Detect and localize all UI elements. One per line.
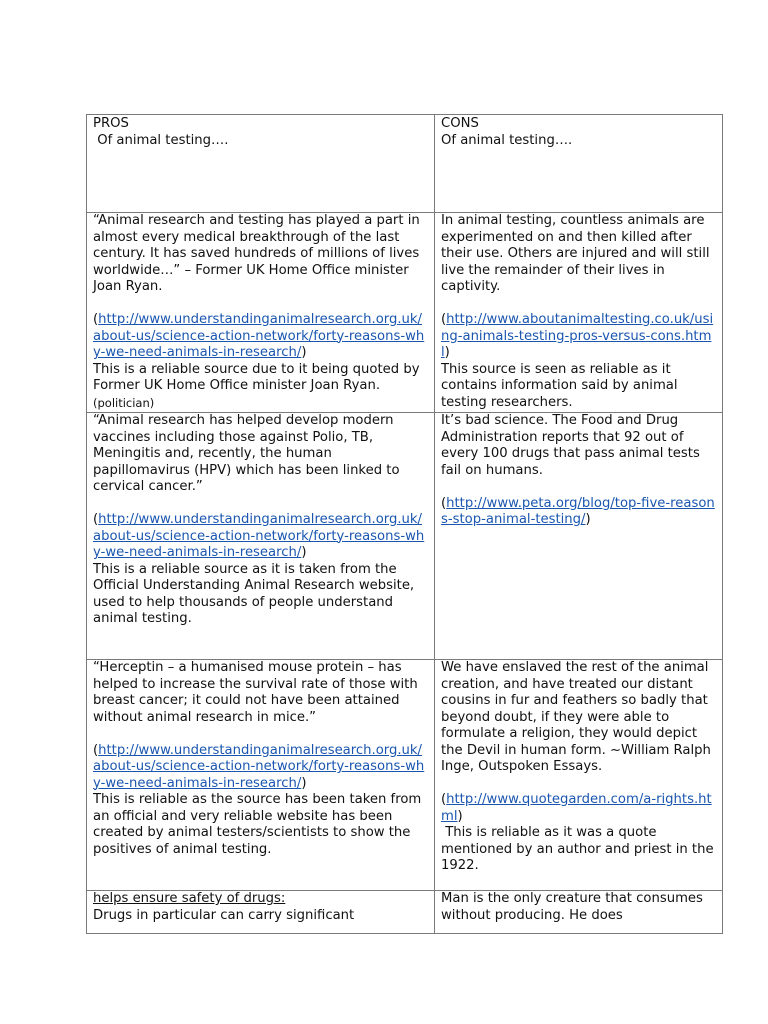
pro-source: (http://www.understandinganimalresearch.org.uk/about-us/science-action-network/forty-reasons-why-we-need-animals-in-research/) — [93, 742, 425, 791]
con-source: (http://www.peta.org/blog/top-five-reasons-stop-animal-testing/) — [441, 495, 715, 527]
con-note: This source is seen as reliable as it contains information said by animal testing researchers. — [441, 361, 678, 410]
pro-quote: “Herceptin – a humanised mouse protein – has helped to increase the survival rate of those with breast cancer; it could not have been attained without animal research in mice.” — [93, 660, 418, 725]
pro-cell — [87, 660, 435, 891]
pro-cell — [87, 891, 435, 934]
pro-cell — [87, 413, 435, 660]
con-source-link[interactable]: http://www.quotegarden.com/a-rights.html — [441, 792, 712, 824]
pros-subtitle: Of animal testing…. — [93, 132, 229, 148]
pro-source: (http://www.understandinganimalresearch.org.uk/about-us/science-action-network/forty-reasons-why-we-need-animals-in-research/) — [93, 312, 425, 360]
pro-quote: “Animal research and testing has played a part in almost every medical breakthrough of the last century. It has saved hundreds of millions of lives worldwide…” – Former UK Home Office minister Joan Ryan. — [93, 213, 420, 294]
table-row — [87, 413, 723, 660]
pro-heading: helps ensure safety of drugs: — [93, 891, 286, 906]
con-source: (http://www.quotegarden.com/a-rights.html) — [441, 792, 712, 824]
con-quote: We have enslaved the rest of the animal creation, and have treated our distant cousins in fur and feathers so badly that beyond doubt, if they were able to formulate a religion, they would depict the Devil in human form. ~William Ralph Inge, Outspoken Essays. — [441, 660, 711, 774]
pro-note-small: (politician) — [93, 395, 155, 410]
table-row — [87, 213, 723, 413]
con-quote: In animal testing, countless animals are experimented on and then killed after their use. Others are injured and will still live the remainder of their lives in captivity. — [441, 213, 710, 294]
pro-source-link[interactable]: http://www.understandinganimalresearch.org.uk/about-us/science-action-network/forty-reasons-why-we-need-animals-in-research/ — [93, 742, 425, 791]
table-header-row — [87, 115, 723, 213]
con-note: This is reliable as it was a quote mentioned by an author and priest in the 1922. — [441, 825, 718, 873]
con-quote: Man is the only creature that consumes without producing. He does — [441, 891, 703, 923]
con-quote: It’s bad science. The Food and Drug Administration reports that 92 out of every 100 drugs that pass animal tests fail on humans. — [441, 413, 700, 478]
table-row — [87, 660, 723, 891]
pro-note: This is reliable as the source has been taken from an official and very reliable website has been created by animal testers/scientists to show the positives of animal testing. — [93, 792, 422, 857]
pros-header-cell — [87, 115, 435, 213]
table-row — [87, 891, 723, 934]
con-cell — [435, 213, 723, 413]
pro-note: This is a reliable source as it is taken from the Official Understanding Animal Research website, used to help thousands of people understand animal testing. — [93, 561, 415, 626]
pro-note-text: This is a reliable source due to it being quoted by Former UK Home Office minister Joan Ryan. — [93, 361, 420, 393]
pros-title: PROS — [93, 116, 129, 131]
con-source: (http://www.aboutanimaltesting.co.uk/using-animals-testing-pros-versus-cons.html) — [441, 312, 714, 360]
con-cell — [435, 413, 723, 660]
con-cell — [435, 891, 723, 934]
pro-source-link[interactable]: http://www.understandinganimalresearch.org.uk/about-us/science-action-network/forty-reasons-why-we-need-animals-in-research/ — [93, 312, 425, 360]
pro-cell — [87, 213, 435, 413]
pros-cons-table — [86, 114, 723, 934]
con-cell — [435, 660, 723, 891]
pro-note — [93, 362, 428, 413]
cons-header-cell — [435, 115, 723, 213]
pro-source: (http://www.understandinganimalresearch.org.uk/about-us/science-action-network/forty-reasons-why-we-need-animals-in-research/) — [93, 512, 425, 560]
cons-subtitle: Of animal testing…. — [441, 132, 573, 148]
con-source-link[interactable]: http://www.peta.org/blog/top-five-reasons-stop-animal-testing/ — [441, 495, 715, 527]
con-source-link[interactable]: http://www.aboutanimaltesting.co.uk/using-animals-testing-pros-versus-cons.html — [441, 312, 714, 360]
pro-quote: Drugs in particular can carry significant — [93, 907, 355, 923]
pro-quote: “Animal research has helped develop modern vaccines including those against Polio, TB, Meningitis and, recently, the human papillomavirus (HPV) which has been linked to cervical cancer.” — [93, 413, 400, 494]
pro-source-link[interactable]: http://www.understandinganimalresearch.org.uk/about-us/science-action-network/forty-reasons-why-we-need-animals-in-research/ — [93, 512, 425, 560]
cons-title: CONS — [441, 116, 479, 131]
